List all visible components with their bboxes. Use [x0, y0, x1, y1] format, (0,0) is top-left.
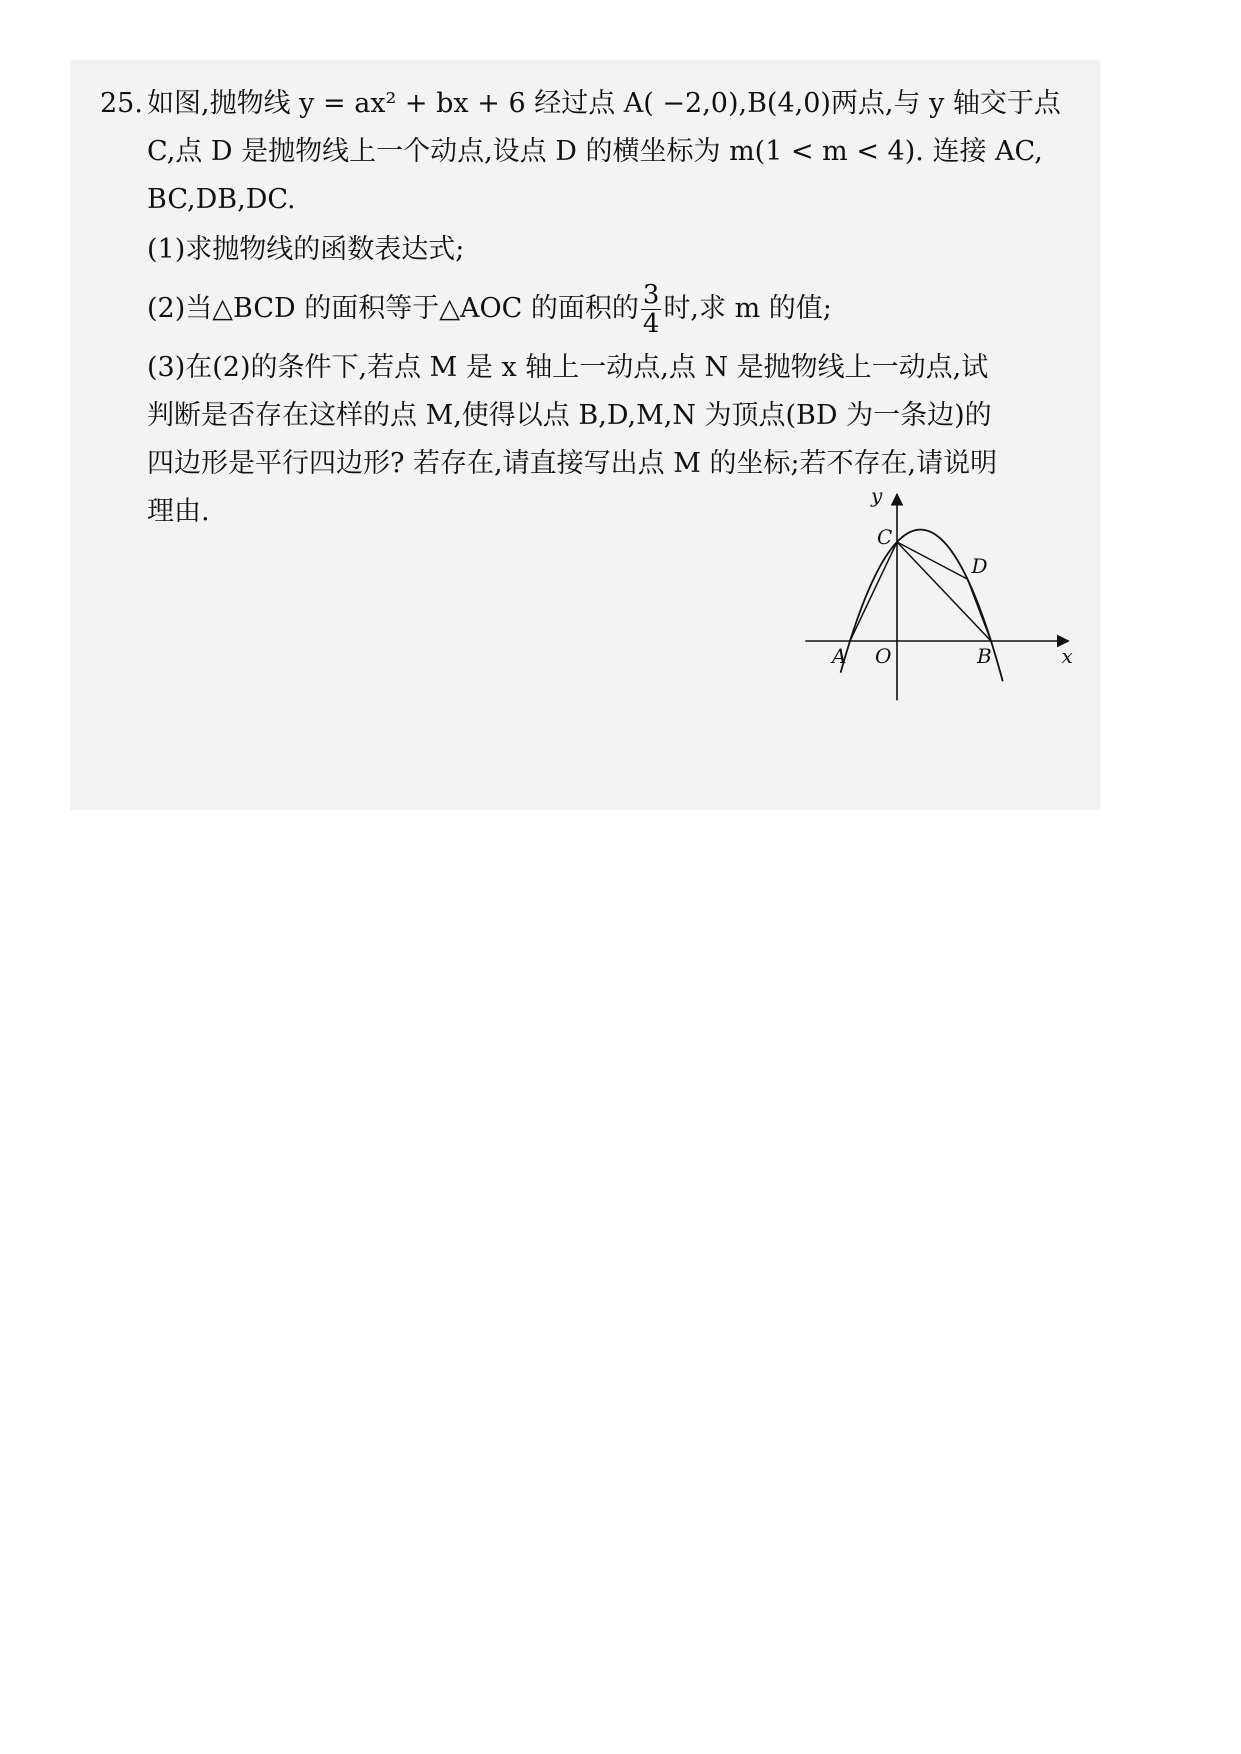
stem-text-1: 如图,抛物线 y = ax² + bx + 6 经过点 A( −2,0),B(4,0)两点,与 y 轴交于点	[147, 88, 1061, 119]
sub-question-3-line-1	[100, 344, 1090, 392]
segment-db	[968, 579, 992, 641]
stem-text-2: C,点 D 是抛物线上一个动点,设点 D 的横坐标为 m(1 < m < 4). 连接 AC,	[147, 136, 1043, 167]
sub-question-3-text-1: (3)在(2)的条件下,若点 M 是 x 轴上一动点,点 N 是抛物线上一动点,试	[147, 352, 989, 383]
problem-25	[100, 80, 1090, 536]
sub-question-1	[100, 226, 1090, 274]
figure-svg	[780, 483, 1080, 795]
x-axis-label: x	[1061, 644, 1073, 668]
sub-question-1-text: (1)求抛物线的函数表达式;	[147, 234, 465, 265]
sub-question-3-line-4	[100, 488, 1090, 536]
point-d-label: D	[971, 554, 988, 579]
sub-question-3-line-3	[100, 440, 1090, 488]
sub-question-2-text-before: (2)当△BCD 的面积等于△AOC 的面积的	[147, 293, 639, 324]
origin-label: O	[875, 644, 892, 668]
fraction-numerator: 3	[642, 279, 660, 310]
sub-question-2	[100, 276, 1090, 342]
stem-text-3: BC,DB,DC.	[147, 184, 296, 215]
y-axis-label: y	[871, 483, 883, 508]
sub-question-3-text-3: 四边形是平行四边形? 若存在,请直接写出点 M 的坐标;若不存在,请说明	[147, 448, 998, 479]
point-a-label: A	[832, 644, 847, 668]
problem-stem-line-2	[100, 128, 1090, 176]
problem-stem-line-3	[100, 176, 1090, 224]
fraction-denominator: 4	[642, 308, 660, 339]
point-b-label: B	[977, 644, 992, 668]
problem-stem-line-1	[100, 80, 1090, 128]
sub-question-3-text-4: 理由.	[147, 496, 210, 527]
sub-question-3-line-2	[100, 392, 1090, 440]
point-c-label: C	[877, 525, 893, 549]
parabola-figure	[780, 483, 1080, 795]
fraction-three-quarters	[641, 281, 662, 338]
sub-question-3-text-2: 判断是否存在这样的点 M,使得以点 B,D,M,N 为顶点(BD 为一条边)的	[147, 400, 992, 431]
segment-ac	[850, 542, 897, 641]
sub-question-2-text-after: 时,求 m 的值;	[663, 293, 832, 324]
problem-number: 25.	[100, 88, 143, 119]
